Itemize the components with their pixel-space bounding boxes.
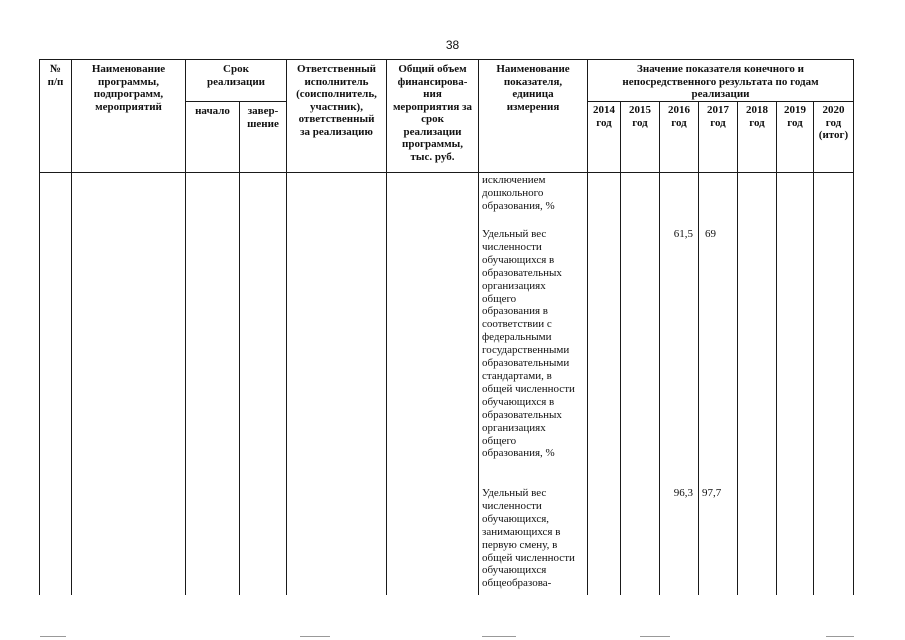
table-border-left <box>39 59 40 595</box>
row-divider <box>185 101 286 102</box>
header-indicator: Наименование показателя, единица измерения <box>496 63 570 113</box>
header-year-2017: 2017 год <box>707 104 729 129</box>
header-term-end: завер- шение <box>247 105 279 130</box>
value-2016: 61,5 <box>673 228 693 240</box>
col-divider <box>659 101 660 595</box>
value-2017: 97,7 <box>702 487 722 499</box>
header-no: № п/п <box>47 63 64 88</box>
header-year-2015: 2015 год <box>629 104 651 129</box>
crop-mark <box>300 636 330 637</box>
crop-mark <box>482 636 516 637</box>
header-executor: Ответственный исполнитель (соисполнитель, участник), ответственный за реализацию <box>296 63 377 138</box>
indicator-text: Удельный вес численности обучающихся, занимающихся в первую смену, в общей численности обучающихся общеобразова- <box>482 487 575 590</box>
header-funding: Общий объем финансирова- ния мероприятия за срок реализации программы, тыс. руб. <box>392 63 473 163</box>
crop-mark <box>40 636 66 637</box>
col-divider <box>286 59 287 595</box>
crop-mark <box>640 636 670 637</box>
col-divider <box>776 101 777 595</box>
header-year-2014: 2014 год <box>593 104 615 129</box>
indicator-text: Удельный вес численности обучающихся в образовательных организациях общего образования в соответствии с федеральными государственными образовательными стандартами, в общей численности обучающихся в образовательных организациях общего образования, % <box>482 228 575 460</box>
col-divider <box>71 59 72 595</box>
header-bottom <box>39 172 854 173</box>
value-2017: 69 <box>705 228 716 240</box>
col-divider <box>239 101 240 595</box>
page-number: 38 <box>445 38 460 52</box>
indicator-text: исключением дошкольного образования, % <box>482 174 555 212</box>
header-year-2019: 2019 год <box>784 104 806 129</box>
col-divider <box>737 101 738 595</box>
table-border-top <box>39 59 854 60</box>
col-divider <box>620 101 621 595</box>
col-divider <box>587 59 588 595</box>
header-year-2016: 2016 год <box>668 104 690 129</box>
header-name: Наименование программы, подпрограмм, мероприятий <box>91 63 166 113</box>
header-year-2020: 2020 год (итог) <box>818 104 849 141</box>
value-2016: 96,3 <box>673 487 693 499</box>
col-divider <box>698 101 699 595</box>
col-divider <box>813 101 814 595</box>
header-term-start: начало <box>195 105 230 117</box>
header-term: Срок реализации <box>206 63 266 88</box>
col-divider <box>185 59 186 595</box>
row-divider <box>587 101 854 102</box>
header-year-2018: 2018 год <box>746 104 768 129</box>
header-values: Значение показателя конечного и непосредственного результата по годам реализации <box>622 63 819 100</box>
crop-mark <box>826 636 854 637</box>
